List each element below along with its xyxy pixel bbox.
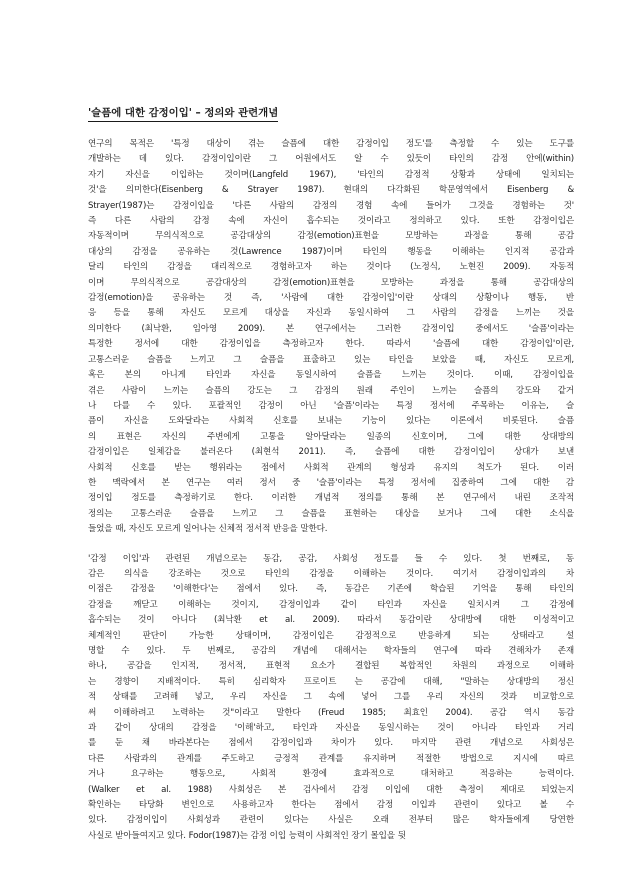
paragraph-line: 사실로 받아들여지고 있다. Fodor(1987)는 감정 이입 능력이 사회적인 장기 몰입을 뒷: [88, 830, 406, 841]
paragraph-line: 달리 타인의 감정을 대리적으로 경험하고자 하는 것이다 (노정식, 노현진 2009). 자동적: [88, 262, 574, 273]
paragraph-line: 자동적이며 무의식적으로 공감대상의 감정(emotion)표현을 모방하는 과정을 통해 공감: [88, 231, 574, 242]
paragraph-line: Strayer(1987)는 감정이입을 '다른 사람의 감정의 경험 속에 들어가 그것을 경험하는 것': [88, 200, 574, 211]
paragraph-line: 다른 사람과의 관계를 주도하고 긍정적 관계를 유지하며 적절한 방법으로 지시에 따르: [88, 753, 574, 764]
paragraph-line: 사회적 신호를 받는 행위라는 점에서 사회적 관계의 형성과 유지의 척도가 된다. 이러: [88, 462, 574, 473]
paragraph-line: 즉 다른 사람의 감정 속에 자신이 흡수되는 것이라고 정의하고 있다. 또한 감정이입은: [88, 216, 574, 227]
paragraph-line: 것'을 의미한다(Eisenberg & Strayer 1987). 현대의 다각화된 학문영역에서 Eisenberg &: [88, 185, 574, 196]
paragraph-line: 개발하는 데 있다. 감정이입이란 그 어원에서도 알 수 있듯이 타인의 감정 안에(within): [88, 154, 574, 165]
paragraph-line: 써 이해하려고 노력하는 것"이라고 말한다 (Freud 1985; 최효인 2004). 공감 역시 동감: [88, 707, 574, 718]
paragraph-line: 거나 요구하는 행동으로, 사회적 환경에 효과적으로 대처하고 적응하는 능력이다.: [88, 769, 574, 780]
paragraph-line: 응 등을 통해 자신도 모르게 대상을 자신과 동일시하여 그 사람의 감정을 느끼는 것을: [88, 308, 574, 319]
body-paragraph-1: [88, 137, 574, 538]
paragraph-line: 는 경향이 지배적이다. 특히 심리학자 프로이트 는 공감에 대해, "말하는 상대방의 정신: [88, 676, 574, 687]
paragraph-line: 과 같이 상대의 감정을 '이해'하고, 타인과 자신을 동일시하는 것이 아니라 타인과 거리: [88, 723, 574, 734]
paragraph-line: (Walker et al. 1988) 사회성은 본 검사에서 감정 이입에 대한 측정이 제대로 되었는지: [88, 784, 574, 795]
body-paragraph-2: [88, 552, 574, 845]
paragraph-line: 정의는 고통스러운 슬픔을 느끼고 그 슬픔을 표현하는 대상을 보거나 그에 대한 소식을: [88, 508, 574, 519]
paragraph-line: 한 맥락에서 본 연구는 여러 정서 중 '슬픔'이라는 특정 정서에 집중하여 그에 대한 감: [88, 477, 574, 488]
paragraph-line: 흡수되는 것이 아니다 (최낙환 et al. 2009). 따라서 동감이란 상대방에 대한 이성적이고: [88, 615, 574, 626]
paragraph-line: '감정 이입'과 관련된 개념으로는 동감, 공감, 사회성 정도를 들 수 있다. 첫 번째로, 동: [88, 553, 574, 564]
paragraph-line: 나 다를 수 있다. 포괄적인 감정이 아닌 '슬픔'이라는 특정 정서에 주목하는 이유는, 슬: [88, 400, 574, 411]
paragraph-line: 픔이 자신을 도와달라는 사회적 신호를 보내는 기능이 있다는 이론에서 비롯된다. 슬픔: [88, 416, 574, 427]
paragraph-line: 자기 자신을 이입하는 것이며(Langfeld 1967), '타인의 감정적 상황과 상태에 일치되는: [88, 169, 574, 180]
paragraph-line: 감정(emotion)을 공유하는 것 즉, '사람에 대한 감정이입'이란 상대의 상황이나 행동, 반: [88, 293, 574, 304]
paragraph-line: 혹은 본의 아니게 타인과 자신을 동일시하여 슬픔을 느끼는 것이다. 이때, 감정이입을: [88, 370, 574, 381]
paragraph-line: 적 상태를 고려해 넣고, 우리 자신을 그 속에 넣어 그를 우리 자신의 것과 비교함으로: [88, 692, 574, 703]
document-title: '슬픔에 대한 감정이입' – 정의와 관련개념: [88, 107, 278, 122]
paragraph-line: 이며 무의식적으로 공감대상의 감정(emotion)표현을 모방하는 과정을 통해 공감대상의: [88, 277, 574, 288]
paragraph-line: 고통스러운 슬픔을 느끼고 그 슬픔을 표출하고 있는 타인을 보았을 때, 자신도 모르게,: [88, 354, 574, 365]
paragraph-line: 체계적인 판단이 가능한 상태이며, 감정이입은 감정적으로 반응하게 되는 상태라고 설: [88, 630, 574, 641]
paragraph-line: 명할 수 있다. 두 번째로, 공감의 개념에 대해서는 학자들의 연구에 따라 견해차가 존재: [88, 646, 574, 656]
paragraph-line: 이점은 감정을 '이해한다'는 점에서 있다. 즉, 동감은 기존에 학습된 기억을 통해 타인의: [88, 584, 574, 595]
paragraph-line: 대상의 감정을 공유하는 것(Lawrence 1987)이며 타인의 행동을 이해하는 인지적 공감과: [88, 246, 574, 257]
paragraph-line: 확인하는 타당화 변인으로 사용하고자 한다는 점에서 감정 이입과 관련이 있다고 볼 수: [88, 800, 574, 811]
paragraph-line: 정이입 정도를 측정하기로 한다. 이러한 개념적 정의를 통해 본 연구에서 내린 조작적: [88, 493, 574, 504]
paragraph-line: 를 둔 채 바라본다는 점에서 감정이입과 차이가 있다. 마지막 관련 개념으로 사회성은: [88, 738, 574, 749]
paragraph-line: 겪은 사람이 느끼는 슬픔의 강도는 그 감정의 원래 주인이 느끼는 슬픔의 강도와 같거: [88, 385, 574, 396]
paragraph-line: 하나, 공감을 인지적, 정서적, 표현적 요소가 결합된 복합적인 차원의 과정으로 이해하: [88, 661, 574, 672]
paragraph-line: 특정한 정서에 대한 감정이입을 측정하고자 한다. 따라서 '슬픔에 대한 감정이입'이란,: [88, 339, 574, 350]
paragraph-line: 있다. 감정이입이 사회성과 관련이 있다는 사실은 오래 전부터 많은 학자들에게 당연한: [88, 815, 574, 826]
paragraph-line: 의미한다 (최낙환, 임아영 2009). 본 연구에서는 그러한 감정이입 중에서도 '슬픔'이라는: [88, 323, 574, 334]
paragraph-line: 들었을 때, 자신도 모르게 일어나는 신체적 정서적 반응을 말한다.: [88, 524, 328, 535]
document-body: [88, 137, 574, 844]
paragraph-line: 감정이입은 일체감을 불러온다 (최현석 2011). 즉, 슬픔에 대한 감정이입이 상대가 보낸: [88, 447, 574, 458]
paragraph-line: 연구의 목적은 '특정 대상이 겪는 슬픔에 대한 감정이입 정도'를 측정할 수 있는 도구를: [88, 139, 574, 149]
paragraph-line: 감정을 깨닫고 이해하는 것이지, 감정이입과 같이 타인과 자신을 일치시켜 그 감정에: [88, 599, 574, 610]
paragraph-line: 의 표현은 자신의 주변에게 고통을 알아달라는 일종의 신호이며, 그에 대한 상대방의: [88, 431, 574, 442]
paragraph-line: 감은 의식을 강조하는 것으로 타인의 감정을 이해하는 것이다. 여기서 감정이입과의 차: [88, 568, 574, 579]
